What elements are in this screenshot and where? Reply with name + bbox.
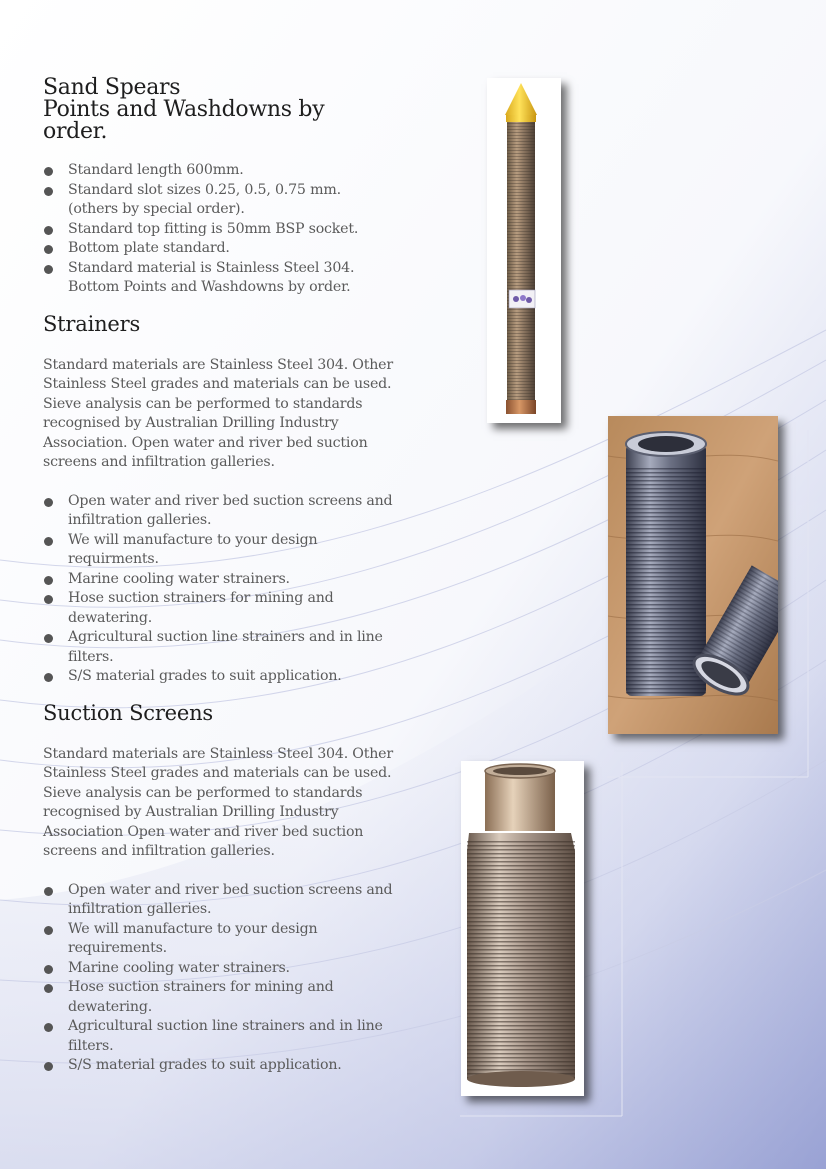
list-item: Standard length 600mm.	[43, 161, 393, 181]
sand-spears-list	[43, 161, 393, 298]
sand-spears-subtitle: Points and Washdowns by order.	[43, 97, 325, 144]
suction-screens-list	[43, 881, 393, 1076]
strainers-paragraph: Standard materials are Stainless Steel 304. Other Stainless Steel grades and materials can be used. Sieve analysis can be performed to standards recognised by Australian Drilling Industry Association. Open water and river bed suction screens and infiltration galleries.	[43, 356, 393, 470]
suction-screen-photo	[461, 761, 584, 1096]
list-item: Standard top fitting is 50mm BSP socket.	[43, 220, 393, 240]
list-item: Standard material is Stainless Steel 304. Bottom Points and Washdowns by order.	[43, 259, 393, 298]
text-column	[43, 77, 393, 1076]
list-item: Marine cooling water strainers.	[43, 570, 393, 590]
list-item: Open water and river bed suction screens and infiltration galleries.	[43, 492, 393, 531]
strainers-photo	[608, 416, 778, 734]
list-item: Open water and river bed suction screens and infiltration galleries.	[43, 881, 393, 920]
suction-screens-heading: Suction Screens	[43, 700, 214, 725]
list-item: We will manufacture to your design requirements.	[43, 920, 393, 959]
list-item: Hose suction strainers for mining and dewatering.	[43, 589, 393, 628]
list-item: Agricultural suction line strainers and in line filters.	[43, 1017, 393, 1056]
strainers-heading: Strainers	[43, 311, 141, 336]
strainers-list	[43, 492, 393, 687]
sand-spears-heading	[43, 77, 393, 143]
list-item: Standard slot sizes 0.25, 0.5, 0.75 mm. (others by special order).	[43, 181, 393, 220]
list-item: S/S material grades to suit application.	[43, 1056, 393, 1076]
sand-spears-title: Sand Spears	[43, 75, 181, 100]
list-item: Agricultural suction line strainers and in line filters.	[43, 628, 393, 667]
list-item: Bottom plate standard.	[43, 239, 393, 259]
list-item: Hose suction strainers for mining and dewatering.	[43, 978, 393, 1017]
list-item: S/S material grades to suit application.	[43, 667, 393, 687]
list-item: Marine cooling water strainers.	[43, 959, 393, 979]
list-item: We will manufacture to your design requirments.	[43, 531, 393, 570]
suction-screens-paragraph: Standard materials are Stainless Steel 304. Other Stainless Steel grades and materials can be used. Sieve analysis can be performed to standards recognised by Australian Drilling Industry Association Open water and river bed suction screens and infiltration galleries.	[43, 745, 393, 859]
sand-spear-photo	[487, 78, 561, 423]
